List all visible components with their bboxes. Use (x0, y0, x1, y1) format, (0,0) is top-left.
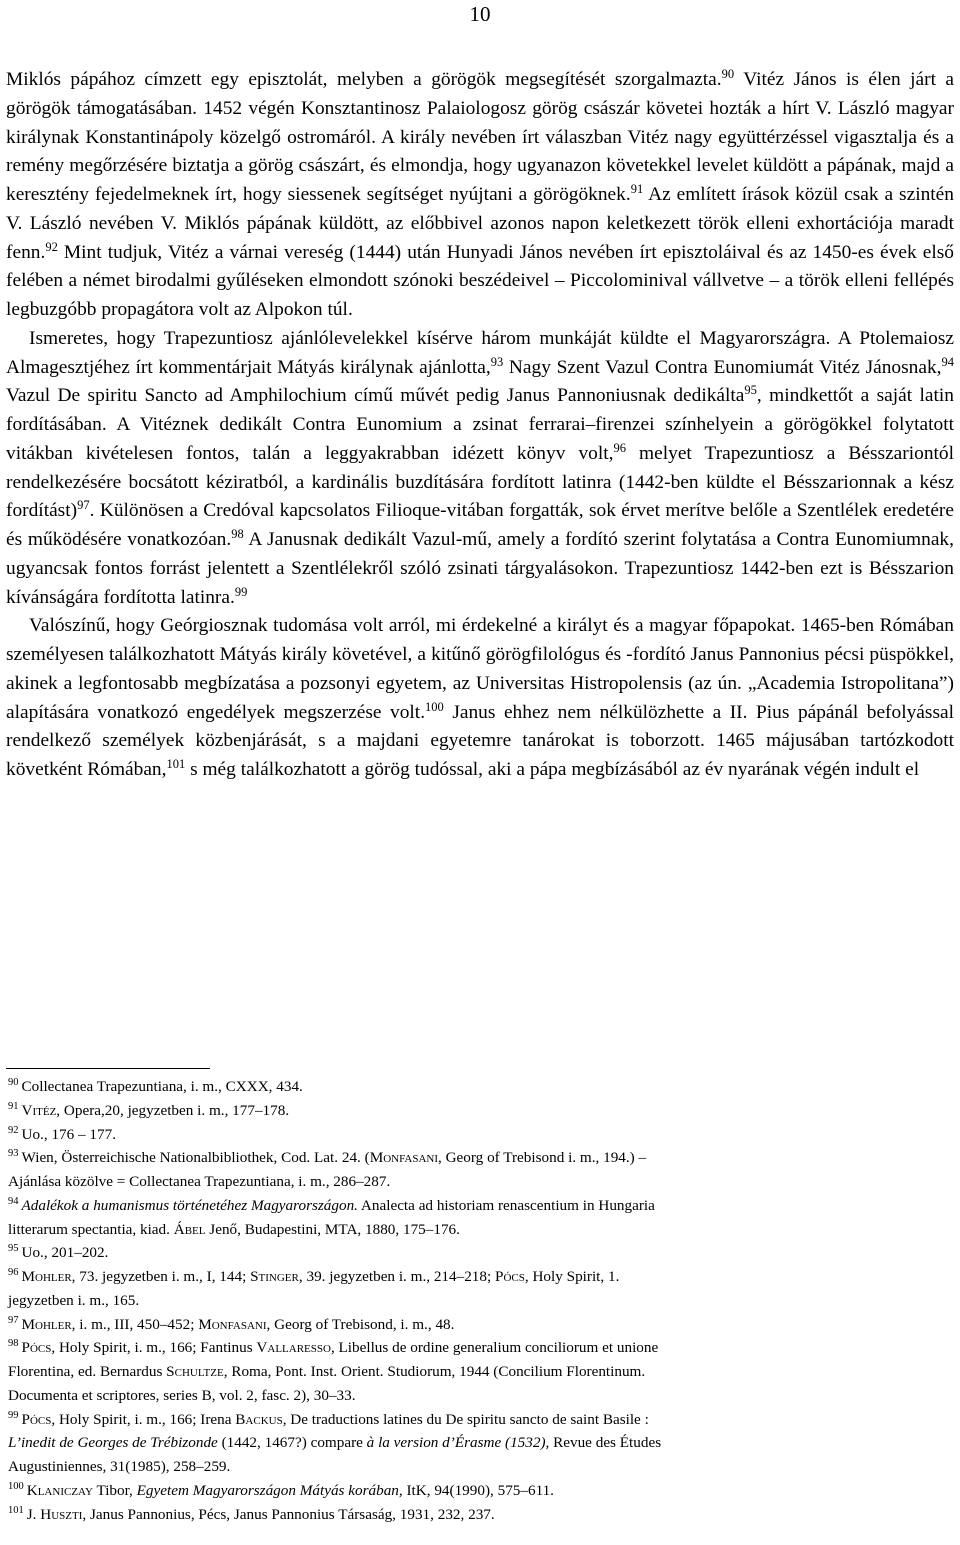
footnote-text: ItK, 94(1990), 575–611. (402, 1481, 554, 1499)
footnote-ref: 96 (613, 440, 626, 455)
footnote-number: 92 (8, 1124, 19, 1136)
footnote-text: , Holy Spirit, 1. (524, 1268, 620, 1285)
text-run: Valószínű, hogy Geórgiosznak tudomása volt arról, mi érdekelné a királyt és a magyar főpapokat. 1465-ben Rómában személyesen találkozhatott Mátyás király követével, a kitűnő görögfilológus és -fordító Janus Pannonius pécsi püspökkel, akinek a legfontosabb megbízatása a pozsonyi egyetem, az Universitas Histropolensis (az ún. „Academia Istropolitana”) alapítására vonatkozó engedélyek megszerzése volt. (6, 615, 954, 723)
footnote-text: , Opera,20, jegyzetben i. m., 177–178. (56, 1101, 290, 1119)
book-title: à la version d’Érasme (1532) (366, 1434, 546, 1452)
main-text (6, 66, 954, 785)
footnote-99 (6, 1408, 954, 1479)
author-name: Monfasani (198, 1315, 267, 1333)
footnote-text: jegyzetben i. m., 165. (8, 1291, 140, 1309)
paragraph-1 (6, 66, 954, 325)
footnote-text: , Roma, Pont. Inst. Orient. Studiorum, 1944 (Concilium Florentinum. (223, 1363, 646, 1380)
author-name: Vallaresso (256, 1339, 331, 1357)
text-run: Ismeretes, hogy Trapezuntiosz ajánlólevelekkel kísérve három munkáját küldte el Magyarországra. A Ptolemaiosz Almagesztjéhez írt kommentárjait Mátyás királynak ajánlotta, (6, 327, 954, 378)
footnote-ref: 100 (425, 699, 444, 714)
footnote-number: 96 (8, 1267, 19, 1278)
footnote-text: , 73. jegyzetben i. m., I, 144; (71, 1268, 251, 1285)
footnote-text: , i. m., III, 450–452; (71, 1315, 199, 1333)
footnote-text: J. (26, 1505, 41, 1523)
author-name: Backus (235, 1410, 283, 1428)
footnote-ref: 94 (941, 354, 954, 369)
footnote-ref: 95 (744, 383, 757, 398)
book-title: Adalékok a humanismus történetéhez Magyarországon. (21, 1196, 358, 1214)
footnote-number: 99 (8, 1409, 19, 1421)
footnote-text: Analecta ad historiam renascentium in Hungaria (357, 1196, 655, 1214)
footnote-100 (6, 1479, 954, 1503)
author-name: Mohler (21, 1315, 72, 1333)
footnote-text: (1442, 1467?) compare (217, 1434, 367, 1452)
text-run: melyet Trapezuntiosz a Bésszariontól rendelkezésére bocsátott kéziratból, a kardinális buzdítására fordított latinra (1442-ben küldte el Bésszarionnak a kész fordítást) (6, 442, 954, 522)
footnote-text: , Georg of Trebisond, i. m., 48. (266, 1315, 455, 1333)
author-name: Schultze (166, 1363, 224, 1380)
author-name: Ábel (173, 1220, 206, 1238)
page-number: 10 (469, 2, 491, 26)
author-name: Huszti (40, 1505, 83, 1523)
footnote-text: Documenta et scriptores, series B, vol. 2, fasc. 2), 30–33. (8, 1386, 356, 1404)
author-name: Vitéz (21, 1101, 57, 1119)
footnote-text: Collectanea Trapezuntiana, i. m., CXXX, 434. (21, 1078, 303, 1095)
footnote-ref: 90 (721, 67, 735, 81)
footnote-text: Ajánlása közölve = Collectanea Trapezuntiana, i. m., 286–287. (8, 1173, 391, 1190)
footnotes (6, 1075, 954, 1526)
text-run: Vitéz János is élen járt a görögök támogatásában. 1452 végén Konsztantinosz Palaiologosz görög császár követei hozták a hírt V. László magyar királynak Konstantinápoly közelgő ostromáról. A király nevében írt válaszban Vitéz nagy együttérzéssel vigasztalja és a remény megőrzésére biztatja a görög császárt, és elmondja, hogy ugyanazon követekkel levelet küldött a pápának, majd a keresztény fejedelmeknek írt, hogy siessenek segítséget nyújtani a görögöknek. (6, 69, 954, 205)
footnote-97 (6, 1313, 954, 1337)
author-name: Monfasani (369, 1149, 438, 1167)
author-name: Pócs (21, 1339, 52, 1357)
text-run: Nagy Szent Vazul Contra Eunomiumát Vitéz Jánosnak, (503, 356, 942, 378)
footnote-text: litterarum spectantia, kiad. (8, 1220, 174, 1238)
footnote-text: , Georg of Trebisond i. m., 194.) – (438, 1149, 647, 1167)
footnote-94 (6, 1194, 954, 1242)
footnote-number: 93 (8, 1148, 19, 1160)
footnote-ref: 101 (166, 757, 186, 771)
text-run: Mint tudjuk, Vitéz a várnai vereség (1444) után Hunyadi János nevében írt episztoláival és az 1450-es évek első felében a német birodalmi gyűléseken elmondott szónoki beszédeivel – Piccolominival vállvetve – a török elleni fellépés legbuzgóbb propagátora volt az Alpokon túl. (6, 241, 954, 320)
footnote-text: , Revue des Études (545, 1434, 662, 1452)
footnote-ref: 99 (234, 584, 248, 599)
footnote-ref: 92 (45, 239, 58, 254)
footnote-number: 100 (8, 1480, 24, 1492)
text-run: s még találkozhatott a görög tudóssal, aki a pápa megbízásából az év nyarának végén indult el (185, 759, 920, 780)
footnote-96 (6, 1265, 954, 1313)
footnote-101 (6, 1503, 954, 1527)
footnote-98 (6, 1336, 954, 1407)
text-run: Az említett írások közül csak a szintén V. László nevében V. Miklós pápának küldött, az előbbivel azonos napon keletkezett török elleni exhortációja maradt fenn. (6, 184, 954, 263)
footnote-text: Tibor, (92, 1481, 137, 1499)
text-run: Vazul De spiritu Sancto ad Amphilochium című művét pedig Janus Pannoniusnak dedikálta (6, 385, 745, 407)
footnote-number: 91 (8, 1100, 19, 1112)
text-run: Janus ehhez nem nélkülözhette a II. Pius pápánál befolyással rendelkező személyek közbenjárását, s a majdani egyetemre tanárokat is toborzott. 1465 májusában tartózkodott követként Rómában, (6, 701, 954, 780)
footnote-text: Jenő, Budapestini, MTA, 1880, 175–176. (205, 1220, 460, 1238)
footnote-text: , De traductions latines du De spiritu sancto de saint Basile : (282, 1410, 649, 1428)
footnote-text: Augustiniennes, 31(1985), 258–259. (8, 1458, 231, 1475)
author-name: Pócs (495, 1268, 525, 1285)
footnote-ref: 97 (77, 498, 90, 513)
footnote-ref: 98 (231, 527, 244, 541)
footnote-text: Uo., 176 – 177. (21, 1125, 116, 1143)
footnote-text: , Holy Spirit, i. m., 166; Irena (51, 1410, 236, 1428)
footnote-number: 98 (8, 1338, 19, 1350)
footnote-text: Florentina, ed. Bernardus (8, 1363, 167, 1380)
author-name: Klaniczay (26, 1481, 93, 1499)
footnote-95 (6, 1241, 954, 1265)
footnote-number: 101 (8, 1504, 24, 1516)
footnote-text: , 39. jegyzetben i. m., 214–218; (298, 1268, 496, 1285)
paragraph-2 (6, 325, 954, 613)
footnote-ref: 93 (490, 354, 504, 369)
author-name: Pócs (21, 1410, 52, 1428)
footnote-text: Uo., 201–202. (21, 1244, 109, 1262)
footnote-text: , Holy Spirit, i. m., 166; Fantinus (51, 1339, 257, 1357)
footnote-90 (6, 1075, 954, 1099)
footnote-number: 94 (8, 1195, 19, 1207)
paragraph-3 (6, 612, 954, 785)
footnote-93 (6, 1146, 954, 1194)
book-title: Egyetem Magyarországon Mátyás korában, (136, 1481, 403, 1499)
author-name: Stinger (250, 1268, 299, 1285)
book-title: L’inedit de Georges de Trébizonde (8, 1434, 218, 1452)
footnote-92 (6, 1123, 954, 1147)
footnote-separator (6, 1068, 210, 1069)
text-run: Miklós pápához címzett egy episztolát, melyben a görögök megsegítését szorgalmazta. (6, 69, 722, 90)
text-run: , mindkettőt a saját latin fordításában. A Vitéznek dedikált Contra Eunomium a zsinat ferrarai–firenzei színhelyein a görögökkel folytatott vitákban kivételesen fontos, talán a leggyakrabban idézett könyv volt, (6, 385, 954, 464)
footnote-ref: 91 (630, 182, 644, 196)
footnote-number: 97 (8, 1314, 19, 1326)
footnote-91 (6, 1099, 954, 1123)
text-run: A Janusnak dedikált Vazul-mű, amely a fordító szerint folytatása a Contra Eunomiumnak, ugyancsak fontos forrást jelentett a Szentlélekről szóló zsinati tárgyalásokon. Trapezuntiosz 1442-ben ezt is Bésszarion kívánságára fordította latinra. (6, 529, 954, 608)
author-name: Mohler (21, 1268, 72, 1285)
footnote-text: , Janus Pannonius, Pécs, Janus Pannonius Társaság, 1931, 232, 237. (82, 1505, 495, 1523)
footnote-text: Wien, Österreichische Nationalbibliothek, Cod. Lat. 24. ( (21, 1149, 370, 1167)
text-run: . Különösen a Credóval kapcsolatos Filioque-vitában forgatták, sok érvet merítve belőle a Szentlélek eredetére és működésére vonatkozóan. (6, 500, 954, 550)
footnote-number: 95 (8, 1243, 19, 1255)
footnote-text: , Libellus de ordine generalium conciliorum et unione (330, 1339, 659, 1357)
footnote-number: 90 (8, 1077, 19, 1088)
